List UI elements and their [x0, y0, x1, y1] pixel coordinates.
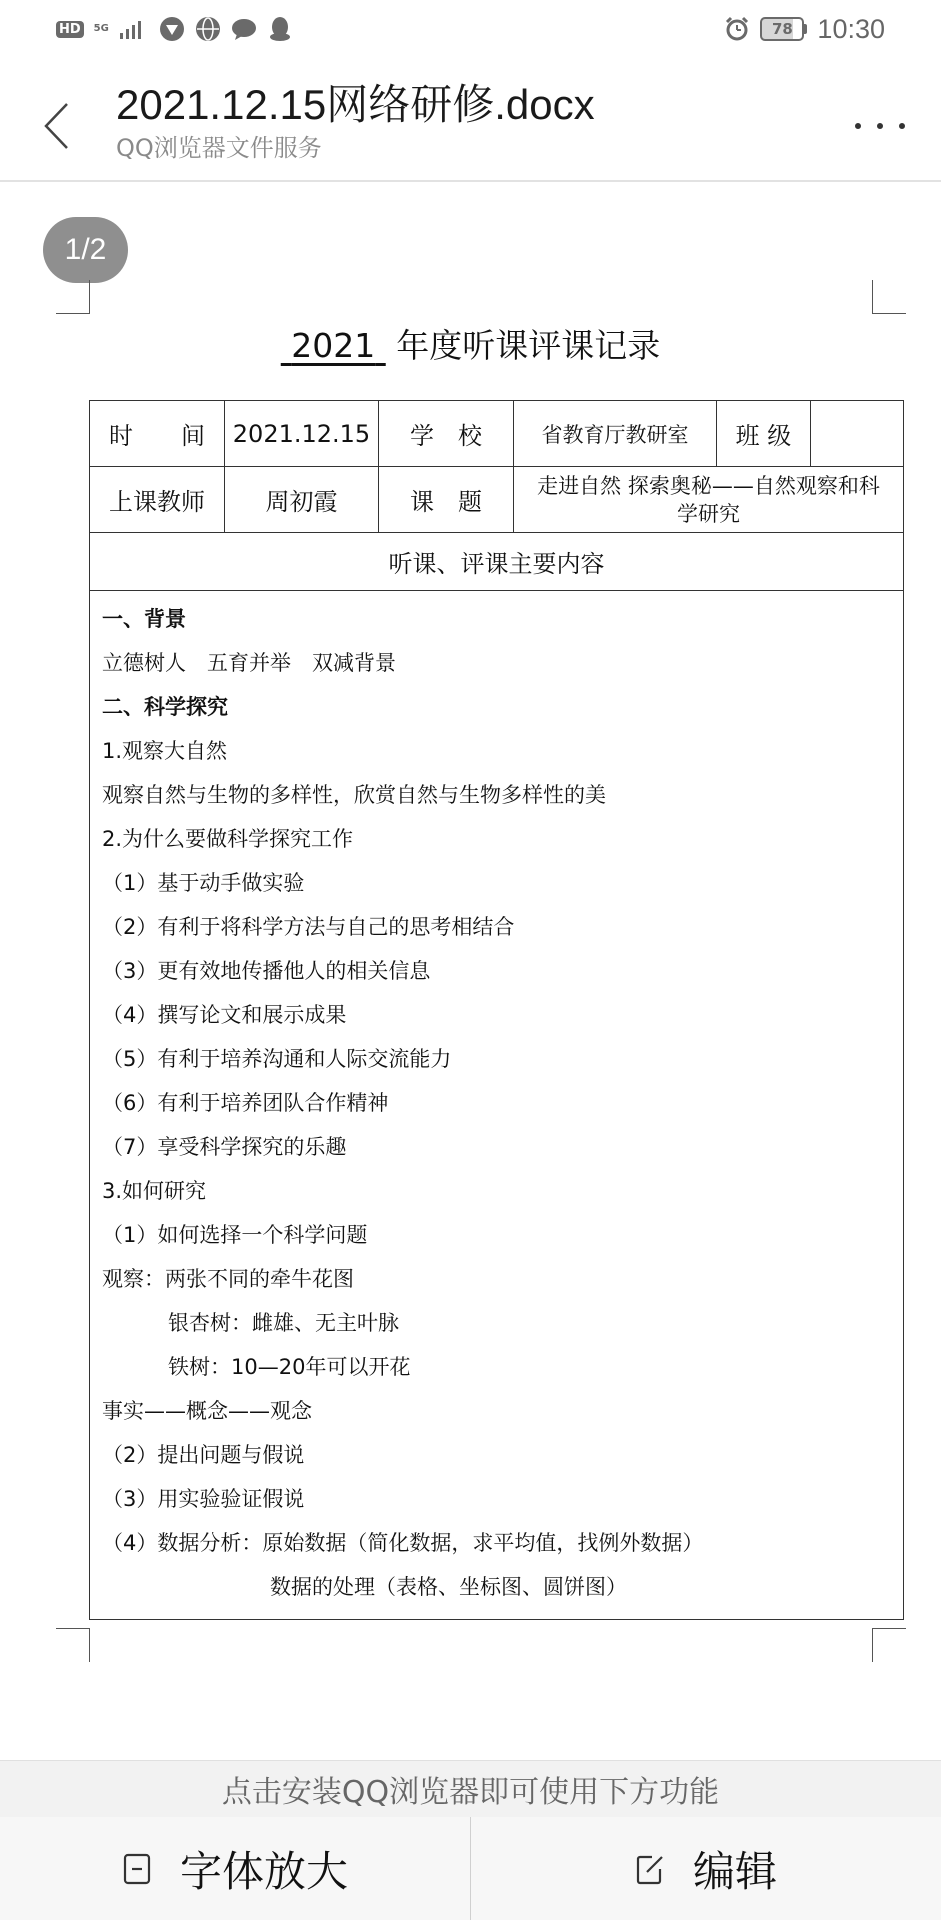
teacher-value: 周初霞 — [225, 467, 379, 533]
edit-button[interactable] — [471, 1817, 941, 1920]
time-value: 2021.12.15 — [225, 401, 379, 467]
table-row — [90, 591, 904, 1620]
content-line: （2）有利于将科学方法与自己的思考相结合 — [102, 915, 515, 939]
content-line: 观察自然与生物的多样性，欣赏自然与生物多样性的美 — [102, 783, 606, 807]
topic-label: 课 题 — [379, 467, 514, 533]
status-bar — [0, 0, 941, 58]
table-row — [90, 401, 904, 467]
page-indicator: 1/2 — [43, 217, 128, 283]
title-bar — [0, 58, 941, 182]
content-line: （1）基于动手做实验 — [102, 871, 305, 895]
font-enlarge-button[interactable] — [0, 1817, 471, 1920]
content-line: （4）数据分析：原始数据（简化数据，求平均值，找例外数据） — [102, 1531, 704, 1555]
edit-label: 编辑 — [692, 1846, 777, 1896]
more-options-button[interactable] — [855, 114, 905, 138]
crop-mark-top-left — [56, 280, 90, 314]
crop-mark-bottom-right — [872, 1628, 906, 1662]
crop-mark-bottom-left — [56, 1628, 90, 1662]
time-label: 时 间 — [90, 401, 225, 467]
battery-tip — [804, 24, 807, 34]
content-line: （4）撰写论文和展示成果 — [102, 1003, 347, 1027]
topic-value: 走进自然 探索奥秘——自然观察和科学研究 — [514, 467, 904, 533]
signal-icon — [119, 19, 149, 39]
document-subtitle: QQ浏览器文件服务 — [116, 134, 322, 162]
table-row — [90, 533, 904, 591]
dot-icon — [899, 123, 905, 129]
content-line: 二、科学探究 — [102, 695, 228, 719]
qq-icon — [267, 16, 293, 42]
alarm-icon — [724, 16, 750, 42]
content-line: 银杏树：雌雄、无主叶脉 — [168, 1311, 399, 1335]
content-line: 铁树：10—20年可以开花 — [168, 1355, 411, 1379]
crop-mark-top-right — [872, 280, 906, 314]
dot-icon — [877, 123, 883, 129]
action-bar — [0, 1817, 941, 1920]
content-line: （3）用实验验证假说 — [102, 1487, 305, 1511]
heading-year: 2021 — [291, 326, 376, 365]
content-line: （7）享受科学探究的乐趣 — [102, 1135, 347, 1159]
document-heading — [0, 320, 941, 367]
content-line: 一、背景 — [102, 607, 186, 631]
content-line: 观察：两张不同的牵牛花图 — [102, 1267, 354, 1291]
edit-icon — [635, 1852, 665, 1886]
school-label: 学 校 — [379, 401, 514, 467]
content-line: 1.观察大自然 — [102, 739, 228, 763]
back-button[interactable] — [36, 96, 76, 156]
dot-icon — [855, 123, 861, 129]
status-right — [724, 14, 885, 45]
teacher-label: 上课教师 — [90, 467, 225, 533]
battery-icon — [760, 17, 807, 41]
font-size-icon — [122, 1852, 152, 1886]
install-prompt-text: 点击安装QQ浏览器即可使用下方功能 — [221, 1775, 720, 1810]
browser-icon — [195, 16, 221, 42]
document-title: 2021.12.15网络研修.docx — [116, 81, 595, 128]
class-value — [811, 401, 904, 467]
content-line: （6）有利于培养团队合作精神 — [102, 1091, 389, 1115]
battery-level: 78 — [760, 17, 804, 41]
section-header: 听课、评课主要内容 — [90, 533, 904, 591]
content-line: （2）提出问题与假说 — [102, 1443, 305, 1467]
record-table — [89, 400, 904, 1620]
app-notification-icon — [159, 16, 185, 42]
school-value: 省教育厅教研室 — [514, 401, 717, 467]
content-line: （1）如何选择一个科学问题 — [102, 1223, 368, 1247]
font-enlarge-label: 字体放大 — [179, 1846, 348, 1896]
content-line: 事实——概念——观念 — [102, 1399, 312, 1423]
content-line: （5）有利于培养沟通和人际交流能力 — [102, 1047, 452, 1071]
content-line: 3.如何研究 — [102, 1179, 207, 1203]
content-line: 立德树人 五育并举 双减背景 — [102, 651, 396, 675]
content-cell — [90, 591, 904, 1620]
status-left — [56, 16, 293, 42]
clock: 10:30 — [817, 13, 885, 44]
content-line: （3）更有效地传播他人的相关信息 — [102, 959, 431, 983]
content-line: 数据的处理（表格、坐标图、圆饼图） — [270, 1575, 627, 1599]
chevron-left-icon — [43, 102, 69, 150]
message-icon — [231, 16, 257, 42]
table-row — [90, 467, 904, 533]
network-type: 5G — [93, 23, 109, 34]
content-line: 2.为什么要做科学探究工作 — [102, 827, 354, 851]
hd-badge: HD — [56, 21, 84, 38]
install-prompt[interactable] — [0, 1760, 941, 1817]
class-label: 班 级 — [717, 401, 811, 467]
heading-text: 年度听课评课记录 — [396, 326, 661, 365]
